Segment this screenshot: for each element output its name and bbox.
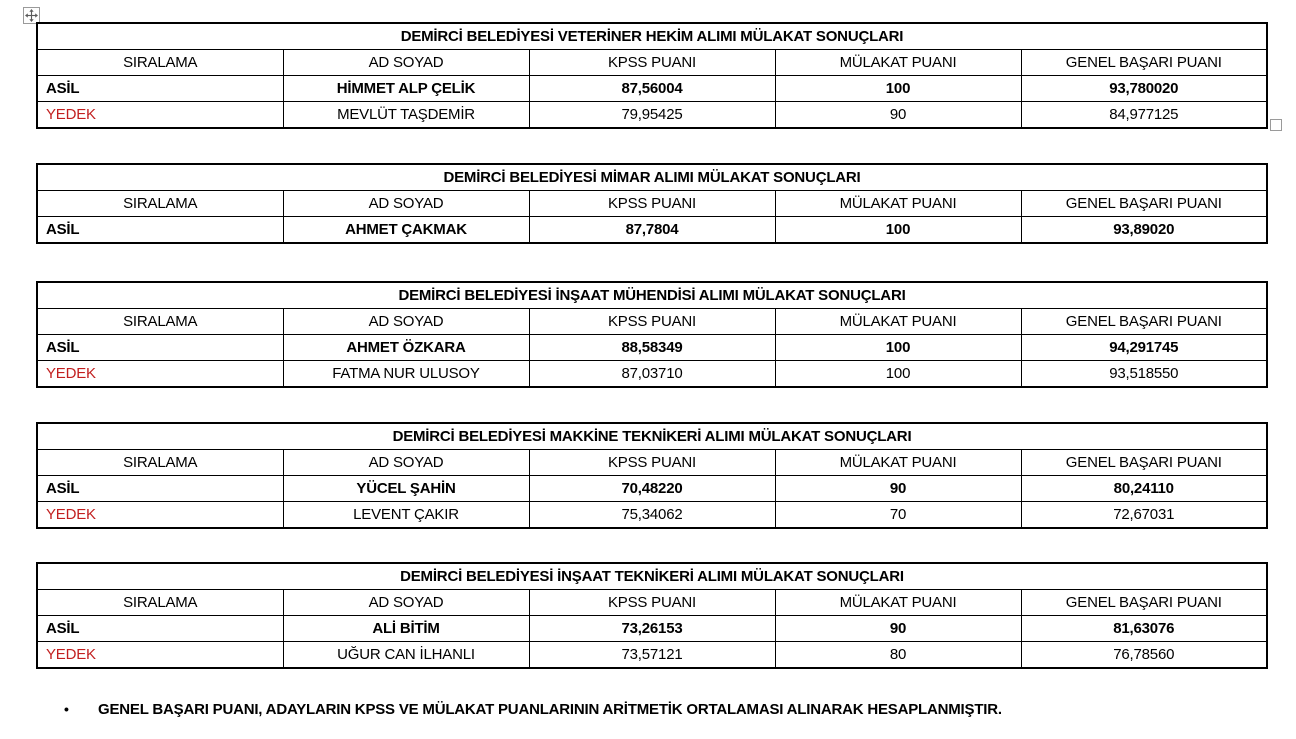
results-table-mimar [36, 163, 1268, 244]
move-cross-icon [25, 9, 38, 22]
column-header-kpss: KPSS PUANI [529, 450, 775, 476]
overall-score-cell: 81,63076 [1021, 616, 1267, 642]
interview-score-cell: 90 [775, 102, 1021, 129]
rank-cell: ASİL [37, 616, 283, 642]
interview-score-cell: 90 [775, 616, 1021, 642]
overall-score-cell: 93,518550 [1021, 361, 1267, 388]
column-header-siralama: SIRALAMA [37, 450, 283, 476]
column-header-siralama: SIRALAMA [37, 309, 283, 335]
overall-score-cell: 72,67031 [1021, 502, 1267, 529]
results-table-veteriner-hekim [36, 22, 1268, 129]
overall-score-cell: 84,977125 [1021, 102, 1267, 129]
kpss-score-cell: 75,34062 [529, 502, 775, 529]
kpss-score-cell: 79,95425 [529, 102, 775, 129]
name-cell: ALİ BİTİM [283, 616, 529, 642]
column-header-mulakat: MÜLAKAT PUANI [775, 590, 1021, 616]
overall-score-cell: 93,780020 [1021, 76, 1267, 102]
interview-score-cell: 100 [775, 217, 1021, 244]
column-header-siralama: SIRALAMA [37, 50, 283, 76]
name-cell: UĞUR CAN İLHANLI [283, 642, 529, 669]
column-header-ad-soyad: AD SOYAD [283, 191, 529, 217]
interview-score-cell: 70 [775, 502, 1021, 529]
bullet-icon: • [64, 701, 69, 717]
kpss-score-cell: 70,48220 [529, 476, 775, 502]
column-header-ad-soyad: AD SOYAD [283, 450, 529, 476]
name-cell: LEVENT ÇAKIR [283, 502, 529, 529]
results-table-makine-teknikeri [36, 422, 1268, 529]
column-header-kpss: KPSS PUANI [529, 309, 775, 335]
name-cell: MEVLÜT TAŞDEMİR [283, 102, 529, 129]
overall-score-cell: 93,89020 [1021, 217, 1267, 244]
kpss-score-cell: 88,58349 [529, 335, 775, 361]
rank-cell: YEDEK [37, 502, 283, 529]
overall-score-cell: 80,24110 [1021, 476, 1267, 502]
column-header-mulakat: MÜLAKAT PUANI [775, 450, 1021, 476]
rank-cell: YEDEK [37, 361, 283, 388]
column-header-ad-soyad: AD SOYAD [283, 309, 529, 335]
column-header-siralama: SIRALAMA [37, 590, 283, 616]
table-title: DEMİRCİ BELEDİYESİ MAKKİNE TEKNİKERİ ALIMI MÜLAKAT SONUÇLARI [37, 423, 1267, 450]
name-cell: AHMET ÖZKARA [283, 335, 529, 361]
interview-score-cell: 100 [775, 335, 1021, 361]
rank-cell: ASİL [37, 217, 283, 244]
column-header-kpss: KPSS PUANI [529, 191, 775, 217]
column-header-genel: GENEL BAŞARI PUANI [1021, 191, 1267, 217]
footnote-text: GENEL BAŞARI PUANI, ADAYLARIN KPSS VE MÜLAKAT PUANLARININ ARİTMETİK ORTALAMASI ALINARAK HESAPLANMIŞTIR. [98, 701, 1002, 718]
table-title: DEMİRCİ BELEDİYESİ VETERİNER HEKİM ALIMI MÜLAKAT SONUÇLARI [37, 23, 1267, 50]
column-header-genel: GENEL BAŞARI PUANI [1021, 590, 1267, 616]
overall-score-cell: 94,291745 [1021, 335, 1267, 361]
name-cell: HİMMET ALP ÇELİK [283, 76, 529, 102]
column-header-kpss: KPSS PUANI [529, 50, 775, 76]
kpss-score-cell: 87,7804 [529, 217, 775, 244]
column-header-kpss: KPSS PUANI [529, 590, 775, 616]
column-header-siralama: SIRALAMA [37, 191, 283, 217]
interview-score-cell: 100 [775, 76, 1021, 102]
name-cell: AHMET ÇAKMAK [283, 217, 529, 244]
rank-cell: ASİL [37, 476, 283, 502]
rank-cell: YEDEK [37, 102, 283, 129]
interview-score-cell: 80 [775, 642, 1021, 669]
column-header-mulakat: MÜLAKAT PUANI [775, 191, 1021, 217]
footnote [64, 701, 1002, 718]
results-table-insaat-teknikeri [36, 562, 1268, 669]
table-resize-handle[interactable] [1270, 119, 1282, 131]
column-header-ad-soyad: AD SOYAD [283, 50, 529, 76]
column-header-mulakat: MÜLAKAT PUANI [775, 309, 1021, 335]
interview-score-cell: 100 [775, 361, 1021, 388]
rank-cell: YEDEK [37, 642, 283, 669]
rank-cell: ASİL [37, 335, 283, 361]
table-title: DEMİRCİ BELEDİYESİ MİMAR ALIMI MÜLAKAT SONUÇLARI [37, 164, 1267, 191]
table-title: DEMİRCİ BELEDİYESİ İNŞAAT MÜHENDİSİ ALIMI MÜLAKAT SONUÇLARI [37, 282, 1267, 309]
column-header-ad-soyad: AD SOYAD [283, 590, 529, 616]
kpss-score-cell: 73,26153 [529, 616, 775, 642]
column-header-mulakat: MÜLAKAT PUANI [775, 50, 1021, 76]
column-header-genel: GENEL BAŞARI PUANI [1021, 309, 1267, 335]
column-header-genel: GENEL BAŞARI PUANI [1021, 50, 1267, 76]
kpss-score-cell: 73,57121 [529, 642, 775, 669]
column-header-genel: GENEL BAŞARI PUANI [1021, 450, 1267, 476]
interview-score-cell: 90 [775, 476, 1021, 502]
overall-score-cell: 76,78560 [1021, 642, 1267, 669]
rank-cell: ASİL [37, 76, 283, 102]
table-title: DEMİRCİ BELEDİYESİ İNŞAAT TEKNİKERİ ALIMI MÜLAKAT SONUÇLARI [37, 563, 1267, 590]
results-table-insaat-muhendisi [36, 281, 1268, 388]
name-cell: FATMA NUR ULUSOY [283, 361, 529, 388]
kpss-score-cell: 87,03710 [529, 361, 775, 388]
kpss-score-cell: 87,56004 [529, 76, 775, 102]
name-cell: YÜCEL ŞAHİN [283, 476, 529, 502]
